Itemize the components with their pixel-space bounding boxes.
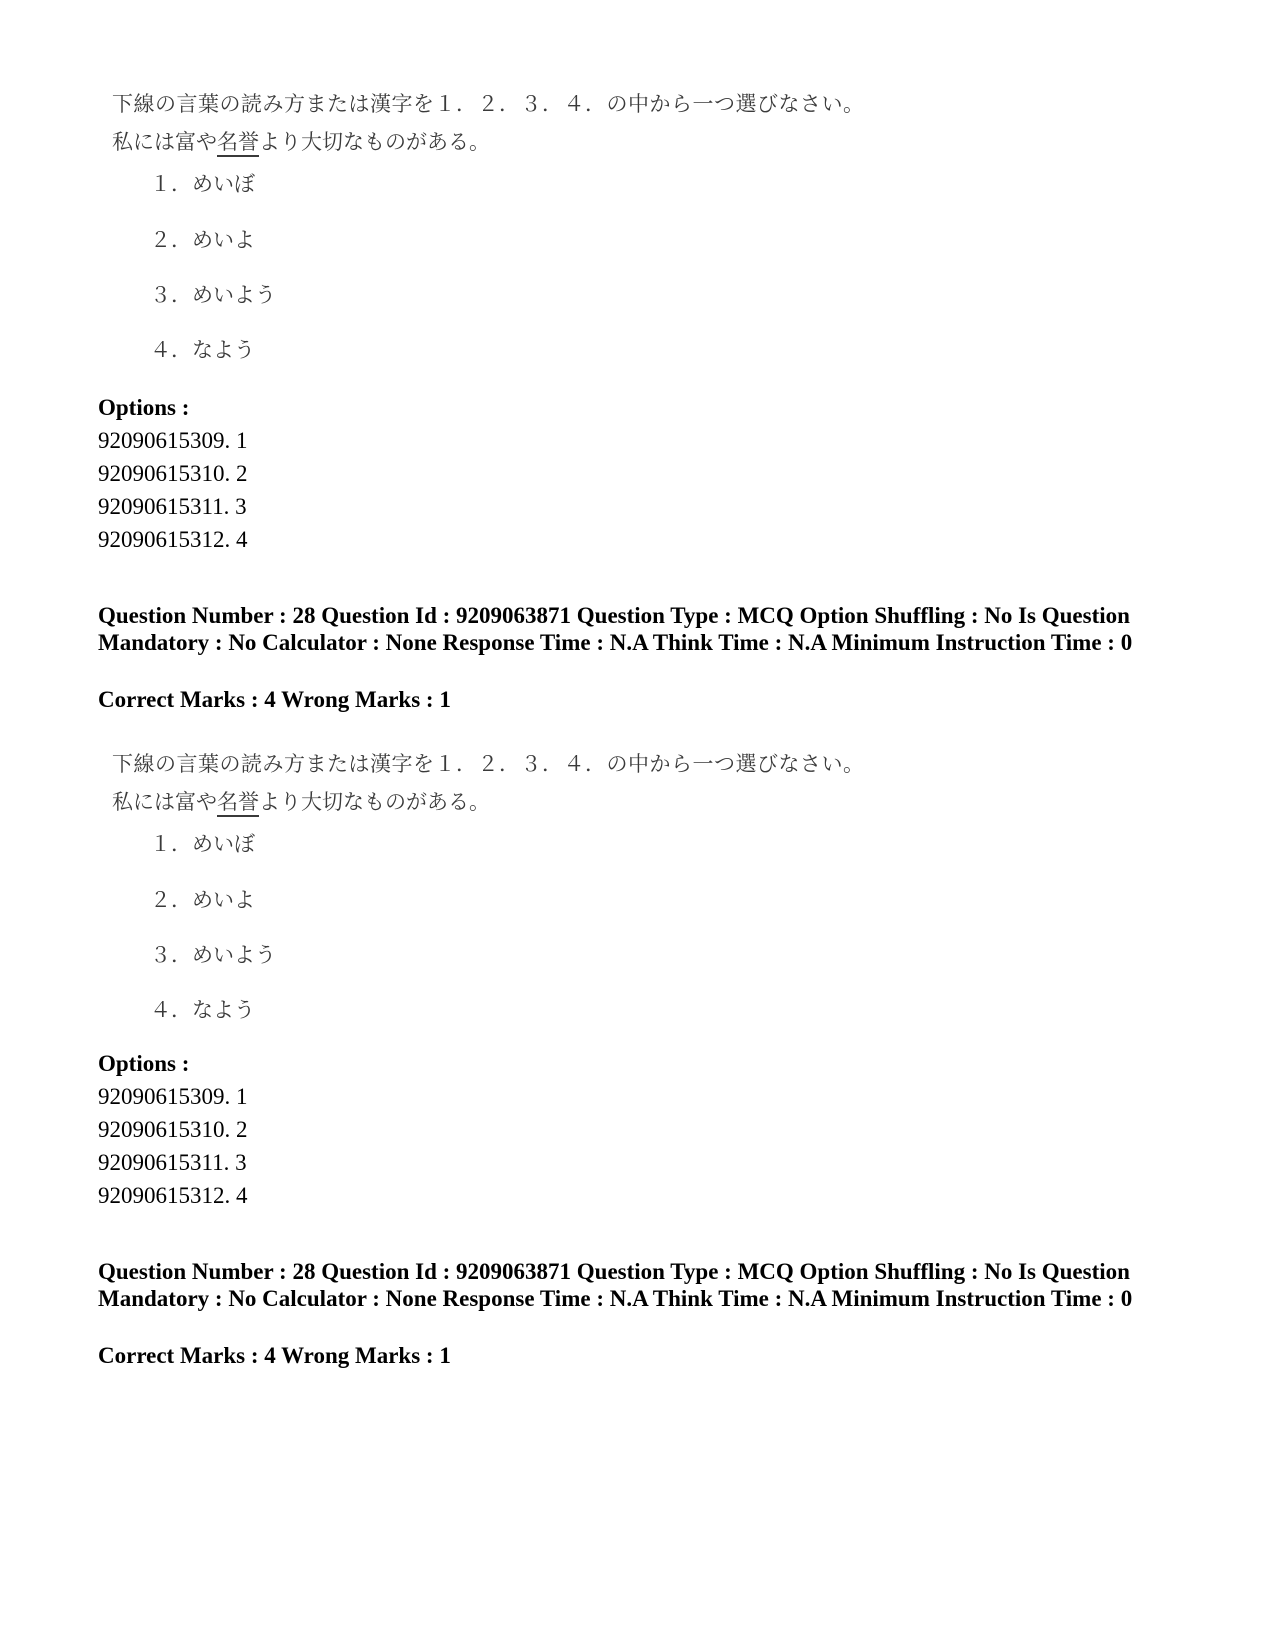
question-meta: Question Number : 28 Question Id : 9209063871 Question Type : MCQ Option Shuffling : No Is Question Mandatory : No Calculator : None Response Time : N.A Think Time : N.A Minimum Instruction Time : 0 <box>98 603 1133 655</box>
underlined-word: 名誉 <box>217 130 259 157</box>
choice-4: ４．なよう <box>150 998 255 1022</box>
option-item: 92090615310. 2 <box>98 461 248 486</box>
choice-3: ３．めいよう <box>150 283 276 307</box>
question-meta: Question Number : 28 Question Id : 9209063871 Question Type : MCQ Option Shuffling : No Is Question Mandatory : No Calculator : None Response Time : N.A Think Time : N.A Minimum Instruction Time : 0 <box>98 1259 1133 1311</box>
underlined-word: 名誉 <box>217 790 259 817</box>
option-item: 92090615312. 4 <box>98 1183 248 1208</box>
question-sentence <box>112 126 490 156</box>
sentence-after: より大切なものがある。 <box>259 130 490 154</box>
option-item: 92090615310. 2 <box>98 1117 248 1142</box>
options-label: Options : <box>98 395 190 420</box>
option-item: 92090615312. 4 <box>98 527 248 552</box>
question-marks: Correct Marks : 4 Wrong Marks : 1 <box>98 687 451 712</box>
choice-1: １．めいぼ <box>150 832 255 856</box>
option-item: 92090615309. 1 <box>98 1084 248 1109</box>
sentence-after: より大切なものがある。 <box>259 790 490 814</box>
options-label: Options : <box>98 1051 190 1076</box>
question-marks: Correct Marks : 4 Wrong Marks : 1 <box>98 1343 451 1368</box>
option-item: 92090615309. 1 <box>98 428 248 453</box>
question-image <box>108 88 865 378</box>
option-item: 92090615311. 3 <box>98 1150 247 1175</box>
sentence-before: 私には富や <box>112 790 217 814</box>
sentence-before: 私には富や <box>112 130 217 154</box>
choice-3: ３．めいよう <box>150 943 276 967</box>
choice-1: １．めいぼ <box>150 172 255 196</box>
question-image <box>108 748 865 1038</box>
question-instruction: 下線の言葉の読み方または漢字を１．２．３．４．の中から一つ選びなさい。 <box>112 752 865 776</box>
option-item: 92090615311. 3 <box>98 494 247 519</box>
choice-2: ２．めいよ <box>150 228 255 252</box>
question-sentence <box>112 786 490 816</box>
choice-2: ２．めいよ <box>150 888 255 912</box>
question-instruction: 下線の言葉の読み方または漢字を１．２．３．４．の中から一つ選びなさい。 <box>112 92 865 116</box>
choice-4: ４．なよう <box>150 338 255 362</box>
